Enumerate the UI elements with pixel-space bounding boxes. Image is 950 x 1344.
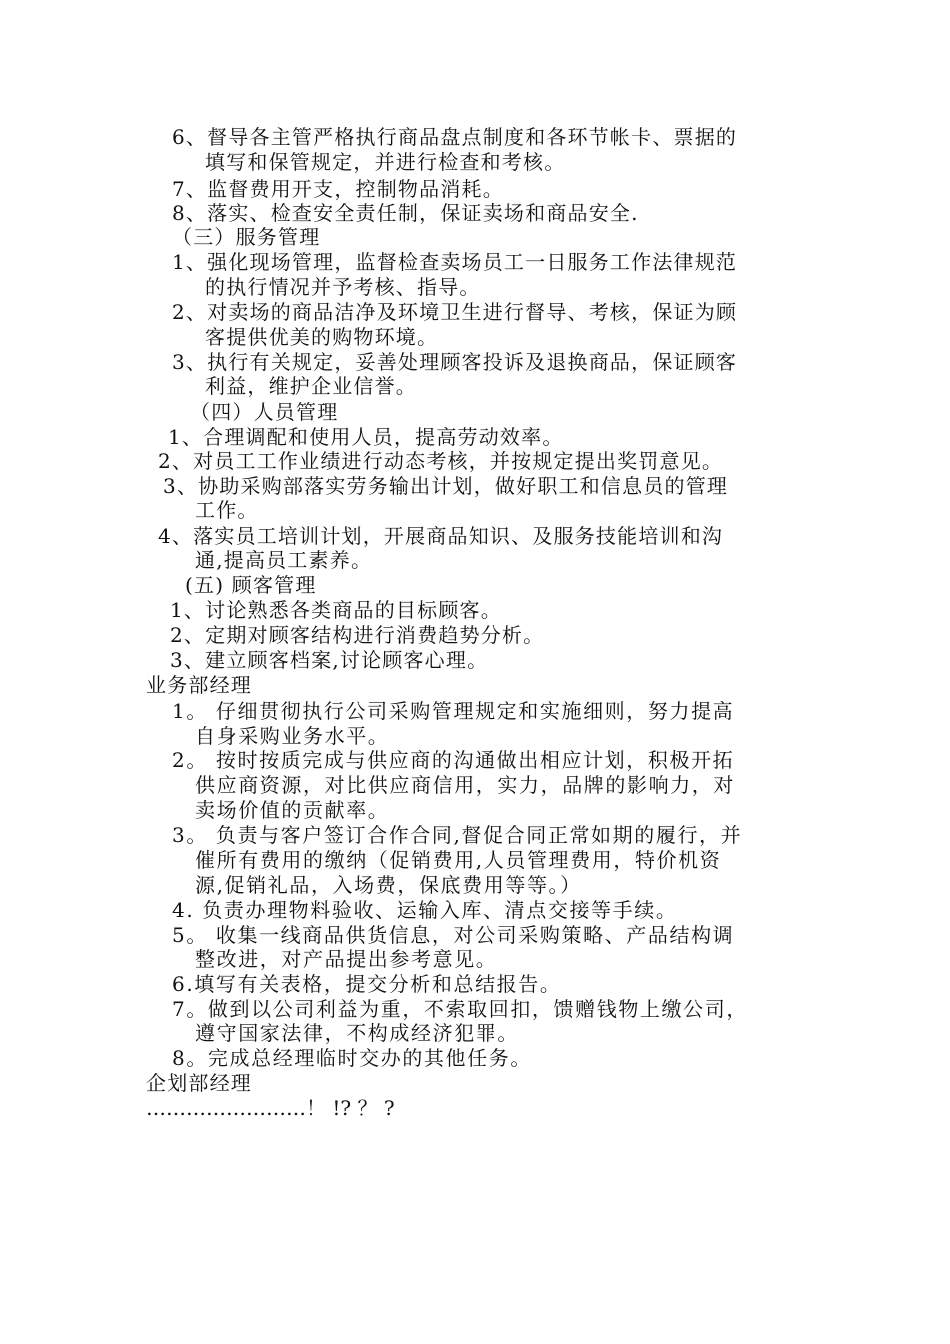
- list-item-continuation: 源,促销礼品，入场费，保底费用等等。）: [195, 873, 582, 897]
- list-item: 2、定期对顾客结构进行消费趋势分析。: [170, 623, 545, 647]
- list-item-continuation: 的执行情况并予考核、指导。: [205, 275, 481, 299]
- list-item: 1、强化现场管理，监督检查卖场员工一日服务工作法律规范: [172, 250, 738, 274]
- list-item-continuation: 通,提高员工素养。: [195, 548, 373, 572]
- list-item-continuation: 工作。: [195, 498, 259, 522]
- list-item-continuation: 遵守国家法律，不构成经济犯罪。: [195, 1021, 519, 1045]
- list-item-continuation: 填写和保管规定，并进行检查和考核。: [205, 150, 566, 174]
- list-item-continuation: 自身采购业务水平。: [195, 724, 390, 748]
- section-heading: （三）服务管理: [172, 225, 321, 249]
- list-item: 1、合理调配和使用人员，提高劳动效率。: [168, 425, 564, 449]
- role-heading: 企划部经理: [146, 1071, 252, 1095]
- list-item: 5。 收集一线商品供货信息，对公司采购策略、产品结构调: [172, 923, 735, 947]
- list-item: 1。 仔细贯彻执行公司采购管理规定和实施细则，努力提高: [172, 699, 735, 723]
- list-item: 3、建立顾客档案,讨论顾客心理。: [170, 648, 489, 672]
- list-item: 6、督导各主管严格执行商品盘点制度和各环节帐卡、票据的: [172, 125, 738, 149]
- list-item: 2、对卖场的商品洁净及环境卫生进行督导、考核，保证为顾: [172, 300, 738, 324]
- list-item: 7、监督费用开支，控制物品消耗。: [172, 177, 504, 201]
- list-item: 4、落实员工培训计划，开展商品知识、及服务技能培训和沟: [158, 524, 724, 548]
- list-item: 7。做到以公司利益为重，不索取回扣，馈赠钱物上缴公司，: [172, 997, 748, 1021]
- list-item: 8。完成总经理临时交办的其他任务。: [172, 1046, 532, 1070]
- list-item-continuation: 催所有费用的缴纳（促销费用,人员管理费用，特价机资: [195, 848, 722, 872]
- section-heading: （四）人员管理: [190, 400, 339, 424]
- list-item: 3、执行有关规定，妥善处理顾客投诉及退换商品，保证顾客: [172, 350, 738, 374]
- list-item-continuation: 卖场价值的贡献率。: [195, 798, 390, 822]
- list-item: 8、落实、检查安全责任制，保证卖场和商品安全.: [172, 201, 639, 225]
- list-item: 3、协助采购部落实劳务输出计划，做好职工和信息员的管理: [163, 474, 729, 498]
- list-item: 4. 负责办理物料验收、运输入库、清点交接等手续。: [172, 898, 678, 922]
- list-item-continuation: 客提供优美的购物环境。: [205, 325, 439, 349]
- list-item: 1、讨论熟悉各类商品的目标顾客。: [170, 598, 502, 622]
- list-item: 3。 负责与客户签订合作合同,督促合同正常如期的履行，并: [172, 823, 743, 847]
- role-heading: 业务部经理: [146, 673, 252, 697]
- list-item-continuation: 整改进，对产品提出参考意见。: [195, 947, 498, 971]
- section-heading: (五) 顾客管理: [185, 573, 317, 597]
- list-item: 2。 按时按质完成与供应商的沟通做出相应计划，积极开拓: [172, 748, 735, 772]
- list-item: 6.填写有关表格，提交分析和总结报告。: [172, 972, 562, 996]
- trailing-ellipsis: ……………………！ !? ？ ?: [146, 1096, 395, 1120]
- list-item: 2、对员工工作业绩进行动态考核，并按规定提出奖罚意见。: [158, 449, 724, 473]
- list-item-continuation: 利益，维护企业信誉。: [205, 374, 417, 398]
- list-item-continuation: 供应商资源，对比供应商信用，实力，品牌的影响力，对: [195, 773, 735, 797]
